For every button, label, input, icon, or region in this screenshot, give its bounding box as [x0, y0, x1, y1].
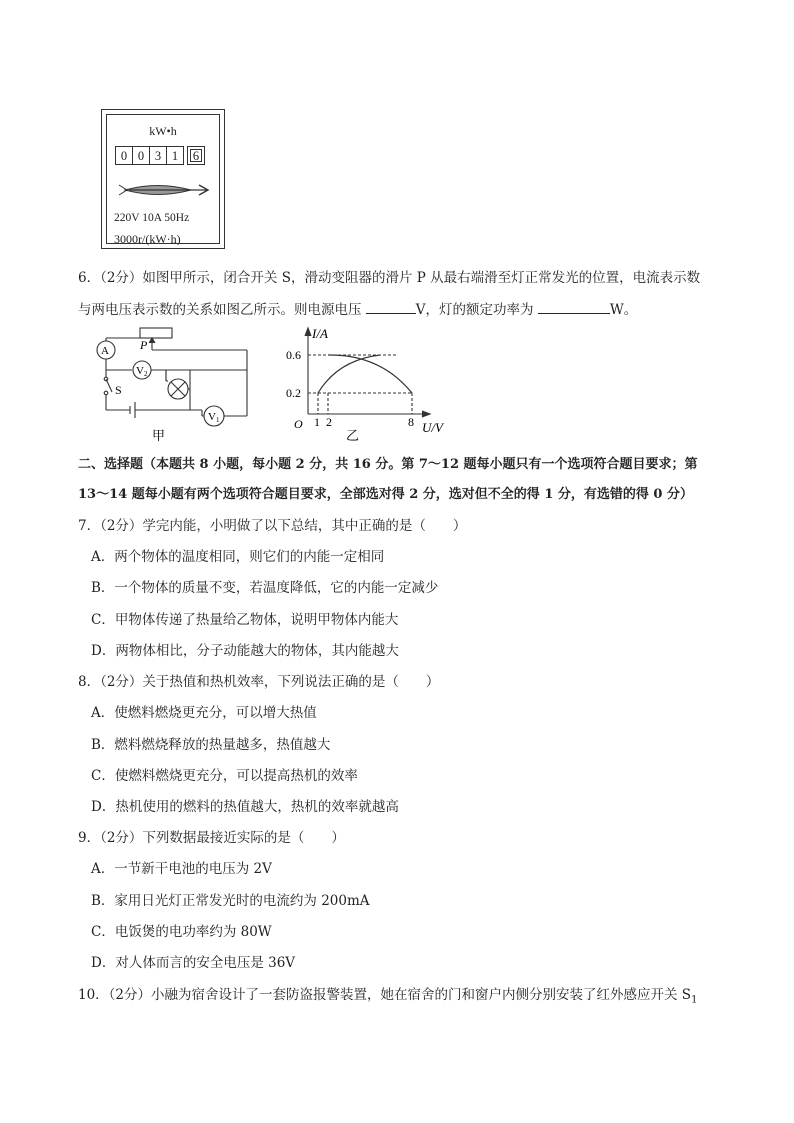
energy-meter-panel	[106, 114, 220, 244]
voltmeter-2-subscript: 2	[144, 370, 148, 378]
question-8-option-d[interactable]: D．热机使用的燃料的热值越大，热机的效率就越高	[91, 799, 399, 815]
meter-constant-label: 3000r/(kW·h)	[114, 232, 181, 246]
question-9-stem: 9．（2分）下列数据最接近实际的是（ ）	[78, 830, 345, 846]
meter-disk-arrow-icon	[117, 180, 213, 200]
section-2-header-line-2: 13～14 题每小题有两个选项符合题目要求，全部选对得 2 分，选对但不全的得 1 分，有选错的得 0 分）	[78, 487, 693, 502]
voltmeter-2-label: V	[136, 365, 144, 377]
question-6-line-1: 6．（2分）如图甲所示，闭合开关 S，滑动变阻器的滑片 P 从最右端滑至灯正常发光的位置，电流表示数	[78, 270, 701, 286]
voltmeter-1-label: V	[208, 411, 216, 423]
energy-meter-figure	[101, 109, 225, 249]
meter-digit: 3	[149, 146, 167, 165]
ammeter-label: A	[101, 345, 109, 357]
x-tick-label: 1	[314, 415, 320, 429]
question-6-line-2	[78, 299, 637, 320]
meter-digit-decimal: 6	[187, 146, 205, 165]
x-tick-label: 8	[408, 415, 414, 429]
y-axis-label: I/A	[312, 326, 328, 341]
question-9-option-d[interactable]: D．对人体而言的安全电压是 36V	[91, 955, 296, 971]
origin-label: O	[294, 417, 303, 431]
circuit-caption: 甲	[152, 428, 166, 443]
y-tick-label: 0.2	[286, 386, 301, 400]
question-7-option-a[interactable]: A．两个物体的温度相同，则它们的内能一定相同	[91, 549, 385, 565]
question-6-text-a: 与两电压表示数的关系如图乙所示。则电源电压	[78, 302, 366, 318]
meter-unit-label: kW•h	[149, 124, 177, 138]
question-6-text-c: W。	[609, 302, 638, 318]
answer-blank-voltage[interactable]	[366, 299, 416, 314]
meter-digit: 1	[166, 146, 184, 165]
question-8-option-a[interactable]: A．使燃料燃烧更充分，可以增大热值	[91, 705, 317, 721]
question-7-option-d[interactable]: D．两物体相比，分子动能越大的物体，其内能越大	[91, 643, 399, 659]
question-10-stem	[78, 985, 697, 1011]
current-voltage-graph	[280, 322, 460, 444]
question-9-option-b[interactable]: B．家用日光灯正常发光时的电流约为 200mA	[91, 893, 370, 909]
meter-digit: 0	[132, 146, 150, 165]
section-2-header-line-1: 二、选择题（本题共 8 小题，每小题 2 分，共 16 分。第 7～12 题每小题只有一个选项符合题目要求；第	[78, 457, 698, 472]
question-8-stem: 8．（2分）关于热值和热机效率，下列说法正确的是（ ）	[78, 674, 440, 690]
question-10-subscript: 1	[691, 994, 698, 1006]
circuit-diagram	[90, 322, 260, 444]
question-8-option-c[interactable]: C．使燃料燃烧更充分，可以提高热机的效率	[91, 768, 358, 784]
question-8-option-b[interactable]: B．燃料燃烧释放的热量越多，热值越大	[91, 737, 331, 753]
graph-caption: 乙	[346, 428, 360, 443]
meter-digit-row	[115, 146, 204, 165]
x-axis-label: U/V	[422, 420, 443, 435]
voltmeter-1-subscript: 1	[216, 416, 220, 424]
switch-label: S	[115, 383, 122, 397]
question-7-stem: 7．（2分）学完内能，小明做了以下总结，其中正确的是（ ）	[78, 518, 467, 534]
slider-label: P	[140, 338, 148, 352]
meter-digit: 0	[115, 146, 133, 165]
question-9-option-c[interactable]: C．电饭煲的电功率约为 80W	[91, 924, 272, 940]
question-7-option-c[interactable]: C．甲物体传递了热量给乙物体，说明甲物体内能大	[91, 612, 399, 628]
question-9-option-a[interactable]: A．一节新干电池的电压为 2V	[91, 861, 272, 877]
question-7-option-b[interactable]: B．一个物体的质量不变，若温度降低，它的内能一定减少	[91, 580, 439, 596]
x-tick-label: 2	[326, 415, 332, 429]
meter-rating-label: 220V 10A 50Hz	[114, 212, 190, 224]
y-tick-label: 0.6	[286, 348, 301, 362]
question-6-text-b: V，灯的额定功率为	[415, 302, 538, 318]
answer-blank-power[interactable]	[538, 299, 610, 314]
question-10-text: 10．（2分）小融为宿舍设计了一套防盗报警装置，她在宿舍的门和窗户内侧分别安装了红外感应开关 S	[78, 987, 692, 1003]
